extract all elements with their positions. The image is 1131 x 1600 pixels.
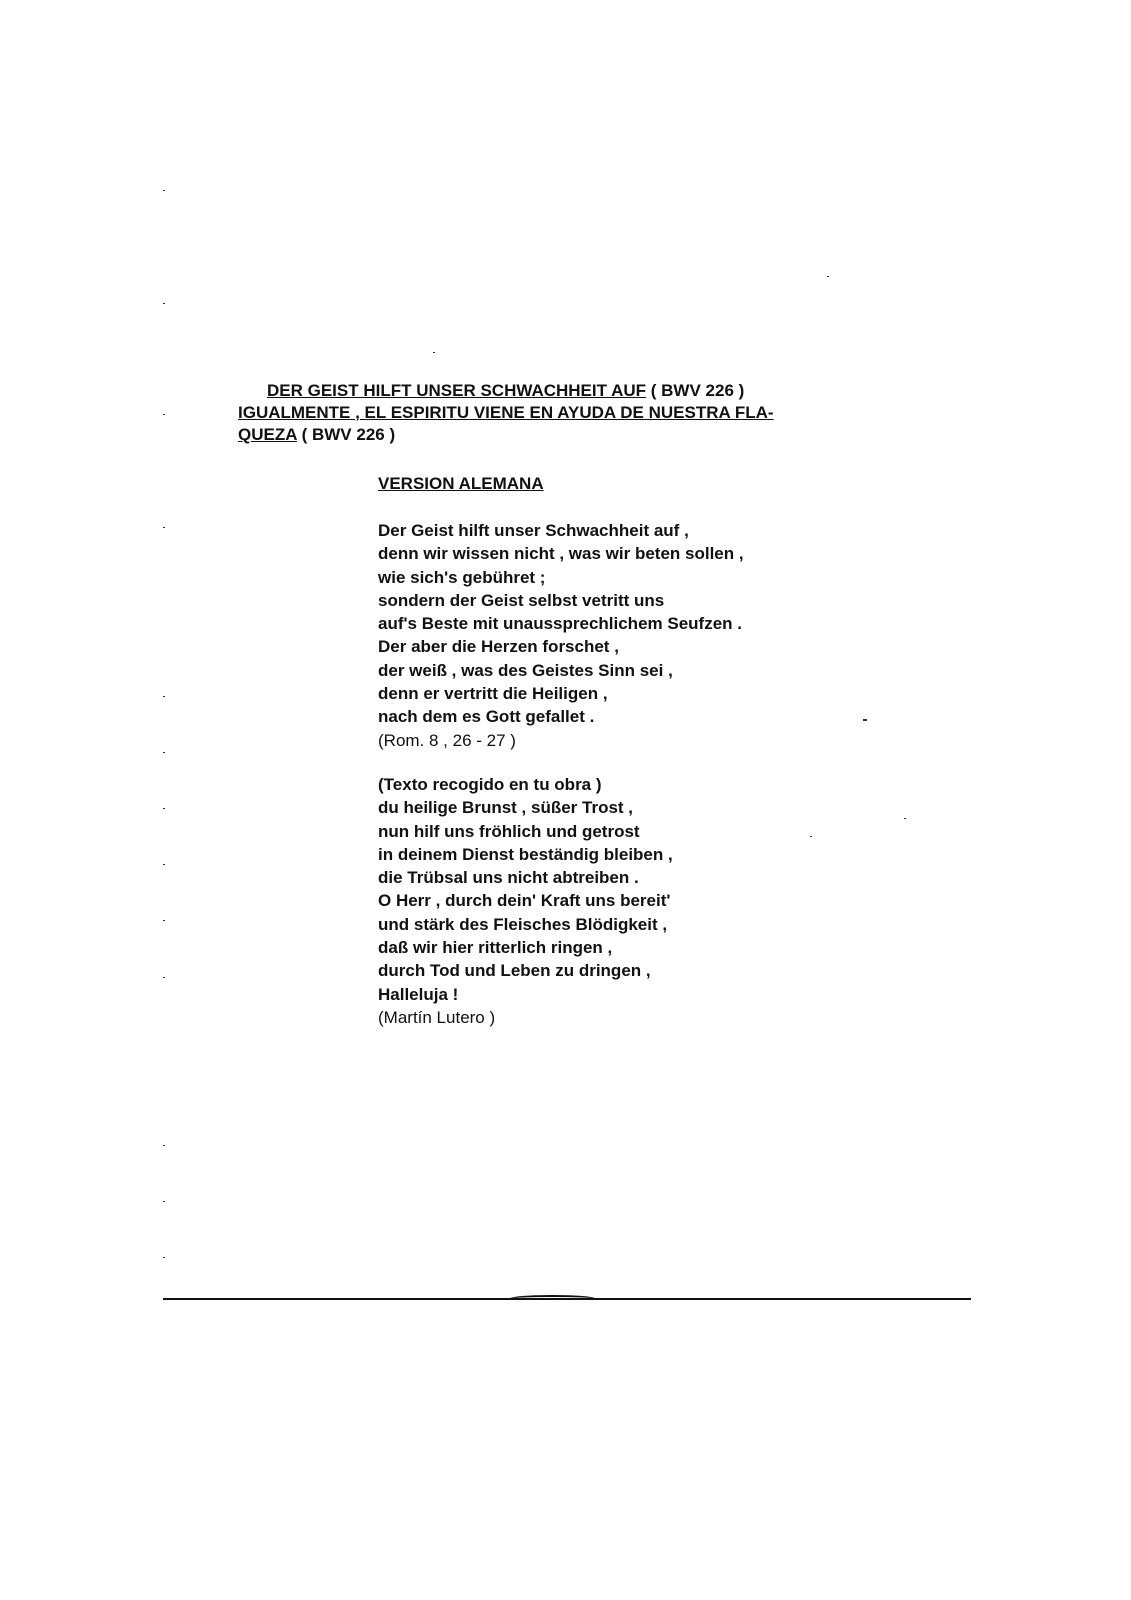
title-block [238, 380, 858, 446]
verse-line: nun hilf uns fröhlich und getrost [378, 821, 640, 841]
verse-line: wie sich's gebühret ; [378, 567, 546, 587]
verse-citation: (Rom. 8 , 26 - 27 ) [378, 730, 516, 750]
verse-line: und stärk des Fleisches Blödigkeit , [378, 914, 668, 934]
scan-speck [163, 1145, 165, 1146]
verse-line: Der aber die Herzen forschet , [378, 637, 619, 657]
scan-speck [163, 1201, 165, 1202]
stanza-german-text [378, 519, 744, 752]
scan-speck [904, 818, 906, 819]
scan-speck [163, 696, 165, 697]
verse-line: in deinem Dienst beständig bleiben , [378, 844, 673, 864]
footer-rule-bump [510, 1295, 595, 1302]
title-line-spanish [238, 402, 858, 424]
verse-line: Der Geist hilft unser Schwachheit auf , [378, 521, 689, 540]
scan-speck [163, 920, 165, 921]
title-line-german [238, 380, 858, 402]
scan-speck [827, 276, 829, 277]
title-spanish-cont: QUEZA [238, 425, 297, 444]
verse-line: die Trübsal uns nicht abtreiben . [378, 868, 639, 888]
title-line-spanish-cont [238, 424, 858, 446]
scan-speck [163, 414, 165, 415]
scan-speck [163, 527, 165, 528]
title-german-ref: ( BWV 226 ) [646, 381, 745, 400]
verse-line: der weiß , was des Geistes Sinn sei , [378, 660, 673, 680]
section-heading: VERSION ALEMANA [378, 474, 544, 493]
verse-line: (Texto recogido en tu obra ) [378, 775, 602, 794]
scan-speck [163, 808, 165, 809]
verse-line: denn wir wissen nicht , was wir beten sollen , [378, 544, 744, 564]
stanza-hymn-text [378, 773, 673, 1029]
scan-speck [863, 719, 867, 721]
verse-line: durch Tod und Leben zu dringen , [378, 961, 651, 981]
title-spanish-ref: ( BWV 226 ) [296, 425, 396, 444]
verse-line: Halleluja ! [378, 984, 459, 1004]
scan-speck [163, 190, 165, 191]
verse-line: auf's Beste mit unaussprechlichem Seufzen . [378, 614, 742, 634]
title-spanish: IGUALMENTE , EL ESPIRITU VIENE EN AYUDA DE NUESTRA FLA- [238, 403, 774, 422]
scan-speck [163, 752, 165, 753]
scan-speck [433, 352, 435, 353]
verse-line: O Herr , durch dein' Kraft uns bereit' [378, 891, 671, 911]
verse-citation: (Martín Lutero ) [378, 1007, 496, 1027]
scan-speck [163, 1257, 165, 1258]
scan-speck [163, 303, 165, 304]
title-german: DER GEIST HILFT UNSER SCHWACHHEIT AUF [267, 381, 647, 400]
scan-speck [163, 864, 165, 865]
verse-line: nach dem es Gott gefallet . [378, 707, 595, 727]
verse-line: sondern der Geist selbst vetritt uns [378, 590, 665, 610]
verse-line: du heilige Brunst , süßer Trost , [378, 798, 634, 818]
verse-line: daß wir hier ritterlich ringen , [378, 938, 613, 958]
scan-speck [810, 836, 812, 837]
scan-speck [163, 977, 165, 978]
verse-line: denn er vertritt die Heiligen , [378, 684, 608, 704]
